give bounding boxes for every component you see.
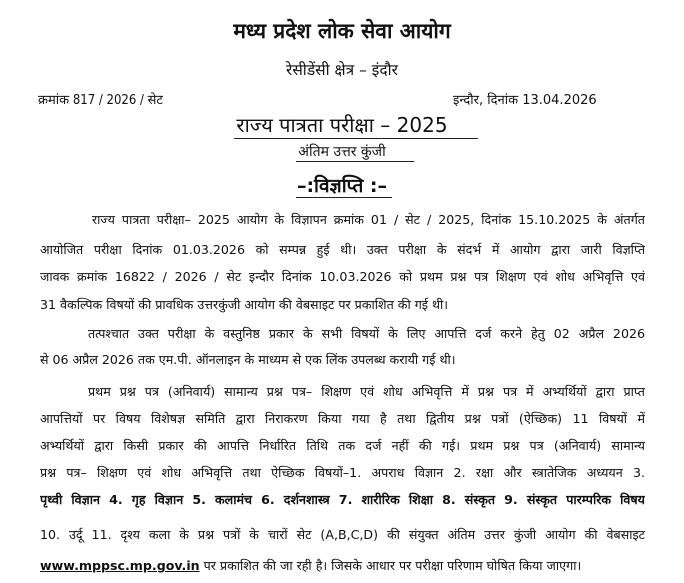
paragraph-3-line-6: 10. उर्दू 11. दृश्य कला के प्रश्न पत्रों के चारों सेट (A,B,C,D) की संयुक्त अंतिम उत्तर कुंजी आयोग की वेबसाइट [40,527,645,542]
paragraph-3-closing-text: पर प्रकाशित की जा रही है। जिसके आधार पर परीक्षा परिणाम घोषित किया जाएगा। [199,558,582,573]
answer-key-title: अंतिम उत्तर कुंजी [298,144,386,160]
paragraph-3-line-7 [40,558,645,574]
paragraph-2-line-1: तत्पश्चात उक्त परीक्षा के वस्तुनिष्ठ प्रकार के सभी विषयों के लिए आपत्ति दर्ज करने हेतु 02 अप्रैल 2026 [88,326,645,341]
paragraph-3-line-1: प्रथम प्रश्न पत्र (अनिवार्य) सामान्य प्रश्न पत्र– शिक्षण एवं शोध अभिवृत्ति में प्रश्न पत्र में अभ्यर्थियों द्वारा प्राप्त [88,384,645,399]
notice-heading: –:विज्ञप्ति :– [296,175,388,197]
exam-title-underline [234,138,478,139]
paragraph-3-line-4: प्रश्न पत्र– शिक्षण एवं शोध अभिवृत्ति तथा ऐच्छिक विषयों–1. अपराध विज्ञान 2. रक्षा और स्त्रातेजिक अध्ययन 3. [40,465,645,480]
organization-name: मध्य प्रदेश लोक सेवा आयोग [233,19,451,43]
paragraph-1-line-1: राज्य पात्रता परीक्षा– 2025 आयोग के विज्ञापन क्रमांक 01 / सेट / 2025, दिनांक 15.10.2025 के अंतर्गत [92,212,645,227]
paragraph-1-line-2: आयोजित परीक्षा दिनांक 01.03.2026 को सम्पन्न हुई थी। उक्त परीक्षा के संदर्भ में आयोग द्वारा जारी विज्ञप्ति [40,242,645,257]
paragraph-3-line-3: अभ्यर्थियों द्वारा किसी प्रकार की आपत्ति निर्धारित तिथि तक दर्ज नहीं की गई। प्रथम प्रश्न पत्र (अनिवार्य) सामान्य [40,438,645,453]
paragraph-3-line-5: पृथ्वी विज्ञान 4. गृह विज्ञान 5. कलामंच 6. दर्शनशास्त्र 7. शारीरिक शिक्षा 8. संस्कृत 9. संस्कृत पारम्परिक विषय [40,492,645,507]
exam-title: राज्य पात्रता परीक्षा – 2025 [236,113,448,137]
office-location: रेसीडेंसी क्षेत्र – इंदौर [285,61,398,79]
notice-heading-underline [296,197,392,198]
paragraph-1-line-3: जावक क्रमांक 16822 / 2026 / सेट इन्दौर दिनांक 10.03.2026 को प्रथम प्रश्न पत्र शिक्षण एवं शोध अभिवृत्ति एवं [40,269,645,284]
paragraph-1-line-4: 31 वैकल्पिक विषयों की प्रावधिक उत्तरकुंजी आयोग की वेबसाइट पर प्रकाशित की गई थी। [40,297,449,312]
paragraph-3-line-2: आपत्तियों पर विषय विशेषज्ञ समिति द्वारा निराकरण किया गया है तथा द्वितीय प्रश्न पत्रों (ऐच्छिक) 11 विषयों में [40,411,645,426]
place-and-date: इन्दौर, दिनांक 13.04.2026 [453,93,597,108]
paragraph-2-line-2: से 06 अप्रैल 2026 तक एम.पी. ऑनलाइन के माध्यम से एक लिंक उपलब्ध करायी गई थी। [40,352,456,367]
answer-key-underline [296,161,414,162]
website-link[interactable]: www.mppsc.mp.gov.in [40,558,200,573]
reference-number: क्रमांक 817 / 2026 / सेट [38,93,163,108]
